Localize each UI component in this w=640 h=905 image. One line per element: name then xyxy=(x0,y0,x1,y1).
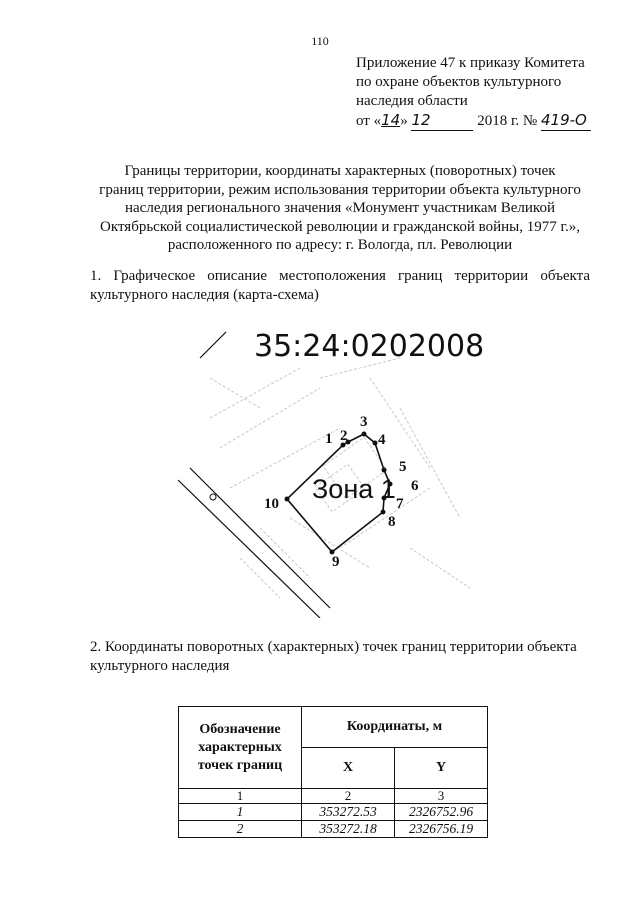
page-number: 110 xyxy=(311,34,329,48)
zone-label: Зона 1 xyxy=(312,474,396,504)
header-designation: Обозначение характерных точек границ xyxy=(179,707,302,789)
appendix-line-1: Приложение 47 к приказу Комитета xyxy=(356,55,585,71)
appendix-date-line xyxy=(356,111,591,131)
column-number: 1 xyxy=(179,789,302,804)
point-cell: 1 xyxy=(179,804,302,821)
section-2-line-2: культурного наследия xyxy=(90,658,230,674)
s1-word: объекта xyxy=(540,268,590,284)
point-label-8: 8 xyxy=(388,514,396,530)
section-2-line-1: 2. Координаты поворотных (характерных) точек границ территории объекта xyxy=(90,639,577,655)
document-title xyxy=(80,162,600,255)
section-1-line-1 xyxy=(90,267,590,286)
title-line-3: наследия регионального значения «Монумент участникам Великой xyxy=(125,200,555,216)
title-line-1: Границы территории, координаты характерных (поворотных) точек xyxy=(124,163,556,179)
site-map xyxy=(170,318,490,618)
x-cell: 353272.53 xyxy=(302,804,395,821)
point-cell: 2 xyxy=(179,821,302,838)
appendix-line-2: по охране объектов культурного xyxy=(356,74,562,90)
column-number: 3 xyxy=(395,789,488,804)
vertex-8 xyxy=(381,510,386,515)
header-y: Y xyxy=(395,748,488,789)
vertex-5 xyxy=(382,468,387,473)
point-label-2: 2 xyxy=(340,428,348,444)
point-label-9: 9 xyxy=(332,554,340,570)
coordinates-table xyxy=(178,706,488,838)
date-year: 2018 г. № xyxy=(477,113,538,129)
cadastral-number: 35:24:0202008 xyxy=(254,329,485,364)
appendix-line-3: наследия области xyxy=(356,93,468,109)
header-x: X xyxy=(302,748,395,789)
map-svg xyxy=(170,318,490,618)
road-marker-icon xyxy=(210,494,216,500)
point-label-3: 3 xyxy=(360,414,368,430)
point-label-6: 6 xyxy=(411,478,419,494)
header-coordinates: Координаты, м xyxy=(302,707,488,748)
s1-word: границ xyxy=(398,268,443,284)
point-label-10: 10 xyxy=(264,496,279,512)
section-1-heading xyxy=(90,267,590,305)
vertex-3 xyxy=(362,432,367,437)
column-number-row xyxy=(179,789,488,804)
s1-word: местоположения xyxy=(279,268,386,284)
column-number: 2 xyxy=(302,789,395,804)
vertex-10 xyxy=(285,497,290,502)
order-number: 419-О xyxy=(541,111,591,131)
point-label-7: 7 xyxy=(396,496,404,512)
point-label-1: 1 xyxy=(325,431,333,447)
point-label-4: 4 xyxy=(378,432,386,448)
vertex-4 xyxy=(373,441,378,446)
table-row xyxy=(179,821,488,838)
title-line-5: расположенного по адресу: г. Вологда, пл. Революции xyxy=(167,237,513,253)
date-mid: » xyxy=(400,113,412,129)
y-cell: 2326752.96 xyxy=(395,804,488,821)
y-cell: 2326756.19 xyxy=(395,821,488,838)
date-day: 14 xyxy=(381,111,401,129)
date-prefix: от « xyxy=(356,113,382,129)
x-cell: 353272.18 xyxy=(302,821,395,838)
title-line-2: границ территории, режим использования территории объекта культурного xyxy=(99,181,581,198)
point-label-5: 5 xyxy=(399,459,407,475)
date-month: 12 xyxy=(411,111,473,131)
s1-word: территории xyxy=(454,268,529,284)
s1-word: Графическое xyxy=(113,268,196,284)
s1-word: описание xyxy=(207,268,267,284)
title-line-4: Октябрьской социалистической революции и гражданской войны, 1977 г.», xyxy=(100,218,580,235)
s1-word: 1. xyxy=(90,268,102,284)
section-2-heading xyxy=(90,638,600,676)
appendix-header xyxy=(356,54,591,131)
table-row xyxy=(179,804,488,821)
section-1-line-2: культурного наследия (карта-схема) xyxy=(90,287,319,303)
